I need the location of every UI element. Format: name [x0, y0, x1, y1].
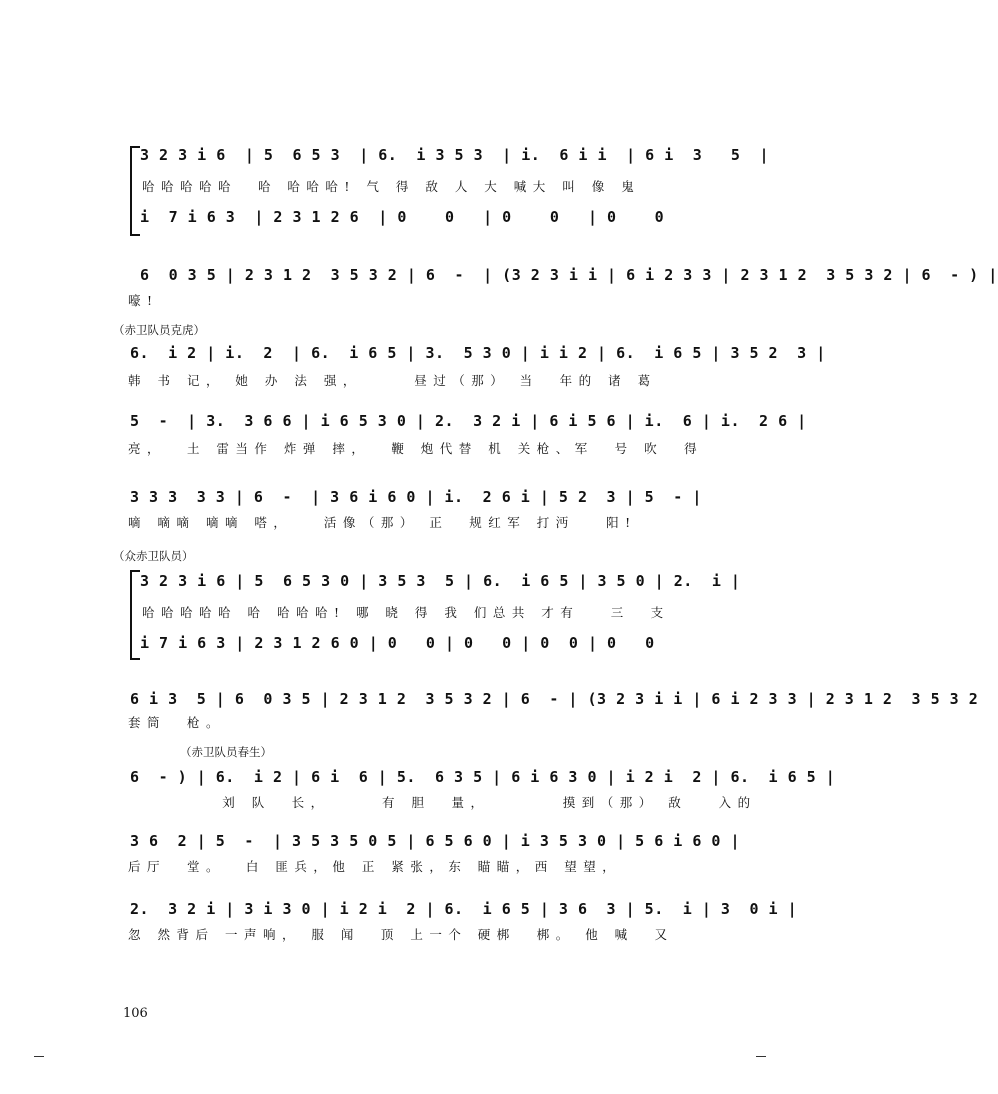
lyrics-line: 哈哈哈哈哈 哈 哈哈哈! 气 得 敌 人 大 喊大 叫 像 鬼 — [142, 179, 641, 194]
lyrics-line: 套筒 枪。 — [128, 715, 225, 730]
melody-line: 5 - | 3. 3 6 6 | i 6 5 3 0 | 2. 3 2 i | 6 i 5 6 | i. 6 | i. 2 6 | — [130, 412, 807, 430]
crop-mark — [34, 1056, 44, 1057]
singer-label: （众赤卫队员） — [113, 549, 194, 563]
melody-line: 3 3 3 3 3 | 6 - | 3 6 i 6 0 | i. 2 6 i | 5 2 3 | 5 - | — [130, 488, 702, 506]
melody-line: 3 2 3 i 6 | 5 6 5 3 | 6. i 3 5 3 | i. 6 i i | 6 i 3 5 | — [140, 146, 770, 164]
melody-line: 6 i 3 5 | 6 0 3 5 | 2 3 1 2 3 5 3 2 | 6 - | (3 2 3 i i | 6 i 2 3 3 | 2 3 1 2 3 5 3 2 — [130, 690, 979, 708]
lyrics-line: 后厅 堂。 白 匪兵，他 正 紧张，东 瞄瞄，西 望望， — [128, 859, 622, 874]
lyrics-line: 刘 队 长， 有 胆 量， 摸到（那） 敌 入的 — [128, 795, 757, 810]
singer-label: （赤卫队员克虎） — [113, 323, 205, 337]
singer-label: （赤卫队员春生） — [180, 745, 272, 759]
melody-line: 3 6 2 | 5 - | 3 5 3 5 0 5 | 6 5 6 0 | i 3 5 3 0 | 5 6 i 6 0 | — [130, 832, 740, 850]
accompaniment-line: i 7 i 6 3 | 2 3 1 2 6 | 0 0 | 0 0 | 0 0 — [140, 208, 665, 226]
lyrics-line: 韩 书 记， 她 办 法 强， 昼过（那） 当 年的 诸 葛 — [128, 373, 657, 388]
melody-line: 6 0 3 5 | 2 3 1 2 3 5 3 2 | 6 - | (3 2 3 i i | 6 i 2 3 3 | 2 3 1 2 3 5 3 2 | 6 - ) | — [140, 266, 998, 284]
melody-line: 6 - ) | 6. i 2 | 6 i 6 | 5. 6 3 5 | 6 i 6 3 0 | i 2 i 2 | 6. i 6 5 | — [130, 768, 836, 786]
melody-line: 6. i 2 | i. 2 | 6. i 6 5 | 3. 5 3 0 | i i 2 | 6. i 6 5 | 3 5 2 3 | — [130, 344, 826, 362]
lyrics-line: 忽 然背后 一声响， 服 闻 顶 上一个 硬梆 梆。 他 喊 又 — [128, 927, 674, 942]
page-number: 106 — [123, 1006, 148, 1021]
melody-line: 3 2 3 i 6 | 5 6 5 3 0 | 3 5 3 5 | 6. i 6 5 | 3 5 0 | 2. i | — [140, 572, 741, 590]
lyrics-line: 嘀 嘀嘀 嘀嘀 嗒， 活像（那） 正 规红军 打沔 阳! — [128, 515, 637, 530]
crop-mark — [756, 1056, 766, 1057]
lyrics-line: 亮， 土 雷当作 炸弹 摔， 鞭 炮代替 机 关枪、军 号 吹 得 — [128, 441, 704, 456]
lyrics-line: 哈哈哈哈哈 哈 哈哈哈! 哪 晓 得 我 们总共 才有 三 支 — [142, 605, 670, 620]
melody-line: 2. 3 2 i | 3 i 3 0 | i 2 i 2 | 6. i 6 5 | 3 6 3 | 5. i | 3 0 i | — [130, 900, 798, 918]
lyrics-line: 嚎! — [128, 293, 159, 308]
accompaniment-line: i 7 i 6 3 | 2 3 1 2 6 0 | 0 0 | 0 0 | 0 0 | 0 0 — [140, 634, 655, 652]
system-brace — [130, 570, 140, 660]
system-brace — [130, 146, 140, 236]
